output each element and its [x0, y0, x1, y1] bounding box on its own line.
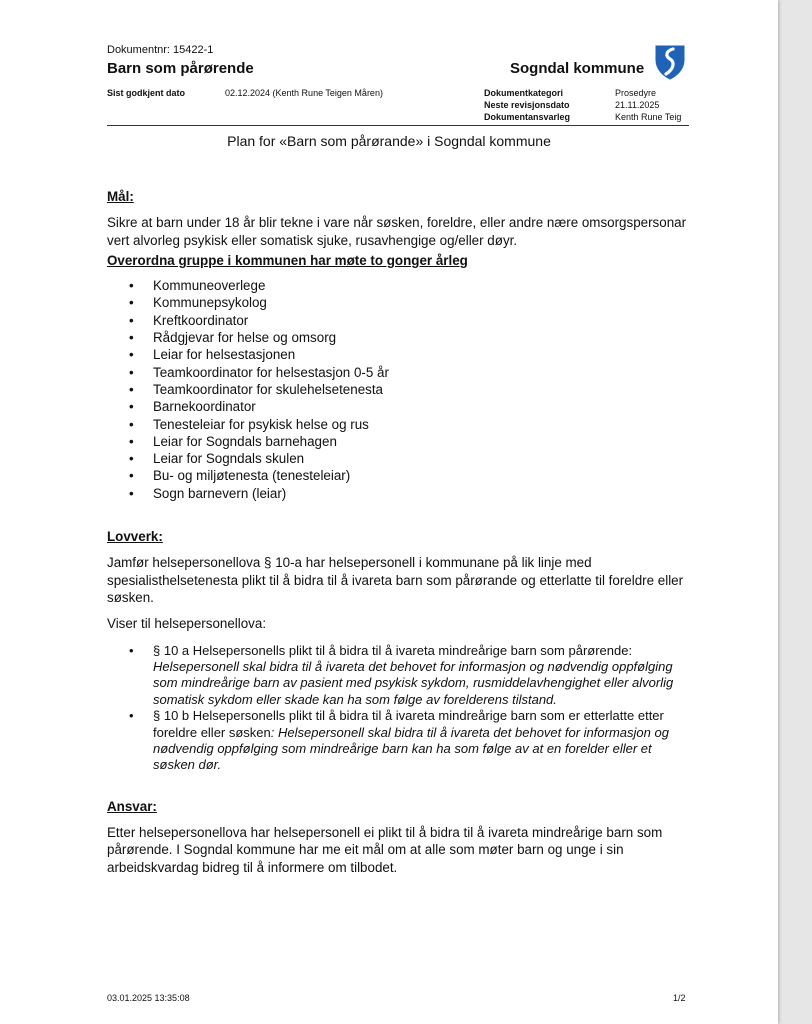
ansvar-text: Etter helsepersonellova har helsepersonell ei plikt til å bidra til å ivareta mindreårige barn som pårørende. I Sogndal kommune har me eit mål om at alle som møter barn og unge i sin arbeidskvardag bidreg til å informere om tilbodet. [107, 825, 663, 875]
footer-timestamp: 03.01.2025 13:35:08 [107, 993, 190, 1003]
lovverk-text: Jamfør helsepersonellova § 10-a har helsepersonell i kommunane på lik linje med spesialisthelsetenesta plikt til å bidra til å ivareta barn som pårørande og etterlatte til foreldre eller søsken. [107, 555, 684, 605]
law-10b-quote: : Helsepersonell skal bidra til å ivareta det behovet for informasjon og nødvendig oppfølging som mindreårige barn kan ha som følge av at en forelder eller et søsken dør. [153, 724, 669, 773]
document-owner-value: Kenth Rune Teig [615, 112, 682, 122]
document-title: Barn som pårørende [107, 60, 254, 77]
law-reference-list [107, 643, 692, 774]
approved-date-label: Sist godkjent dato [107, 88, 186, 98]
list-item: • Barnekoordinator [129, 398, 692, 415]
maal-text: Sikre at barn under 18 år blir tekne i vare når søsken, foreldre, eller andre nære omsorgspersonar vert alvorleg psykisk eller somatisk sjuke, rusavhengige og/eller døyr. [107, 215, 687, 248]
list-item: • Teamkoordinator for helsestasjon 0-5 år [129, 364, 692, 381]
sogndal-coat-of-arms-icon [654, 44, 686, 80]
document-number: Dokumentnr: 15422-1 [107, 44, 214, 56]
section-heading-gruppe: Overordna gruppe i kommunen har møte to gonger årleg [107, 252, 468, 268]
list-item: • Leiar for Sogndals barnehagen [129, 433, 692, 450]
page-number: 1/2 [673, 993, 686, 1003]
document-owner-label: Dokumentansvarleg [484, 112, 571, 122]
section-heading-lovverk: Lovverk: [107, 529, 163, 545]
list-item: • Rådgjevar for helse og omsorg [129, 329, 692, 346]
category-value: Prosedyre [615, 88, 657, 98]
category-label: Dokumentkategori [484, 88, 564, 98]
list-item: • Kommuneoverlege [129, 277, 692, 294]
law-10a-lead: § 10 a Helsepersonells plikt til å bidra til å ivareta mindreårige barn som pårørende: [153, 642, 633, 658]
list-item: • Kommunepsykolog [129, 294, 692, 311]
section-heading-maal: Mål: [107, 189, 134, 204]
lovverk-reference-text: Viser til helsepersonellova: [107, 616, 267, 632]
organization-name: Sogndal kommune [510, 60, 645, 77]
document-body [107, 188, 692, 876]
list-item: • Kreftkoordinator [129, 312, 692, 329]
revision-date-value: 21.11.2025 [615, 100, 660, 110]
list-item: • Leiar for helsestasjonen [129, 346, 692, 363]
list-item: • Bu- og miljøtenesta (tenesteleiar) [129, 467, 692, 484]
list-item: • Leiar for Sogndals skulen [129, 450, 692, 467]
header-divider [107, 125, 689, 126]
list-item [129, 643, 692, 709]
list-item [129, 708, 692, 774]
list-item: • Teamkoordinator for skulehelsetenesta [129, 381, 692, 398]
list-item: • Tenesteleiar for psykisk helse og rus [129, 416, 692, 433]
law-10a-quote: Helsepersonell skal bidra til å ivareta det behovet for informasjon og nødvendig oppfølging som mindreårige barn av pasient med psykisk sykdom, rusmiddelavhengighet eller alvorlig somatisk sykdom eller skade kan ha som følge av forelderens tilstand. [153, 658, 674, 707]
revision-date-label: Neste revisjonsdato [484, 100, 570, 110]
approved-date-value: 02.12.2024 (Kenth Rune Teigen Måren) [225, 88, 383, 98]
law-10b-lead: § 10 b Helsepersonells plikt til å bidra til å ivareta mindreårige barn som er etterlatte etter foreldre eller søsken [153, 708, 664, 740]
list-item: • Sogn barnevern (leiar) [129, 485, 692, 502]
plan-title: Plan for «Barn som pårørande» i Sogndal kommune [227, 133, 551, 149]
section-heading-ansvar: Ansvar: [107, 798, 157, 814]
group-member-list [107, 277, 692, 502]
